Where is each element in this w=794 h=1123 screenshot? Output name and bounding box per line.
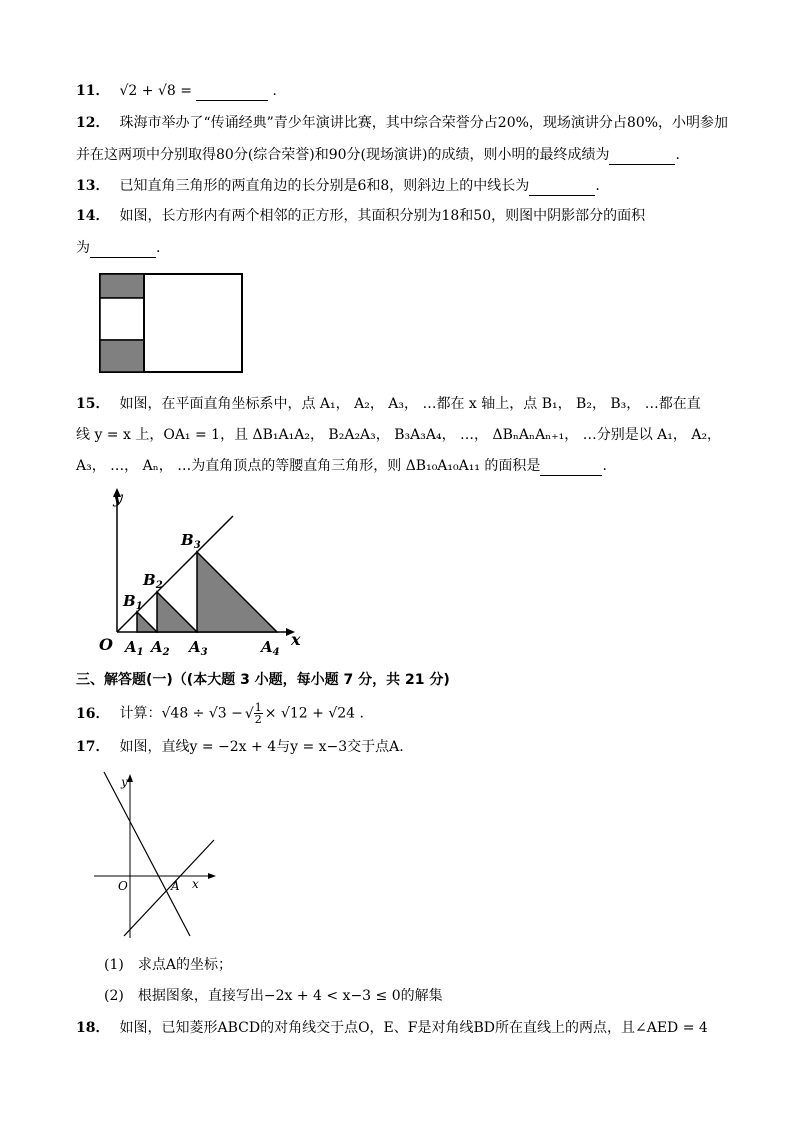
question-17-part-2 (104, 986, 443, 1006)
triangles-figure (95, 482, 310, 657)
answer-blank (540, 461, 602, 476)
expression-part-2: × √12 + √24 (264, 705, 356, 722)
origin-label: O (118, 879, 128, 893)
question-15-cont-2 (76, 456, 607, 476)
x-axis-label: x (192, 877, 199, 891)
question-number: 17． (76, 739, 110, 755)
rectangle-figure (98, 272, 246, 376)
part-text: 根据图象，直接写出−2x + 4 < x−3 ≤ 0的解集 (137, 988, 443, 1004)
question-number: 11． (76, 83, 110, 99)
question-text: A₃， …， Aₙ， …为直角顶点的等腰直角三角形，则 ΔB₁₀A₁₀A₁₁ 的面积是 (76, 458, 541, 474)
question-17-part-1 (104, 955, 232, 975)
question-13 (76, 176, 600, 196)
part-text: 求点A的坐标； (137, 957, 232, 973)
question-text: 如图，在平面直角坐标系中，点 A₁， A₂， A₃， …都在 x 轴上，点 B₁， B₂， B₃， …都在直 (119, 396, 701, 412)
y-axis-label: y (121, 775, 128, 789)
question-11 (76, 81, 277, 101)
question-18 (76, 1018, 708, 1038)
question-text: 并在这两项中分别取得80分(综合荣誉)和90分(现场演讲)的成绩，则小明的最终成绩为 (76, 147, 610, 163)
origin-label: O (99, 635, 113, 654)
question-end: . (595, 178, 600, 194)
question-text: 如图，已知菱形ABCD的对角线交于点O，E、F是对角线BD所在直线上的两点，且∠AED = 4 (119, 1020, 708, 1036)
triangle-3 (197, 552, 277, 632)
shaded-top-region (100, 274, 144, 298)
question-number: 13． (76, 178, 110, 194)
question-end: . (156, 240, 161, 256)
question-text: 为 (76, 240, 90, 256)
y-axis-arrow-icon (127, 774, 133, 782)
x-axis-label: x (291, 630, 301, 649)
question-number: 12． (76, 115, 110, 131)
section-title: 三、解答题(一)（(本大题 3 小题，每小题 7 分，共 21 分) (76, 672, 450, 688)
question-17 (76, 737, 404, 757)
part-number: (2) (104, 988, 124, 1004)
question-text: 珠海市举办了“传诵经典”青少年演讲比赛，其中综合荣誉分占20%，现场演讲分占80%，小明参加 (119, 115, 729, 131)
question-16 (76, 702, 364, 725)
question-number: 15． (76, 396, 110, 412)
line-y-equals-x-minus-3 (124, 840, 214, 936)
answer-blank (196, 86, 268, 101)
question-text: 计算： (119, 705, 162, 722)
question-15-cont-1 (76, 425, 721, 445)
question-end: . (602, 458, 607, 474)
question-text: 如图，直线y = −2x + 4与y = x−3交于点A. (119, 739, 404, 755)
label-a3: $A_3$ (189, 638, 208, 657)
question-text: 如图，长方形内有两个相邻的正方形，其面积分别为18和50，则图中阴影部分的面积 (119, 208, 646, 224)
fraction-numerator: 1 (254, 701, 262, 714)
expression-part-1: √48 ÷ √3 − (161, 705, 243, 722)
small-square (100, 298, 144, 340)
answer-blank (529, 181, 595, 196)
question-14-cont (76, 238, 160, 258)
shaded-bottom-region (100, 340, 144, 372)
question-12-cont (76, 145, 680, 165)
label-a4: $A_4$ (261, 638, 280, 657)
question-12 (76, 113, 728, 133)
label-a2: $A_2$ (151, 638, 170, 657)
label-b1: $B_1$ (123, 592, 143, 612)
question-number: 16． (76, 705, 110, 722)
part-number: (1) (104, 957, 124, 973)
answer-blank (90, 243, 156, 258)
question-number: 18． (76, 1020, 110, 1036)
question-text: 已知直角三角形的两直角边的长分别是6和8，则斜边上的中线长为 (119, 178, 530, 194)
answer-blank (609, 150, 675, 165)
label-a1: $A_1$ (125, 638, 144, 657)
question-number: 14． (76, 208, 110, 224)
question-text: 线 y = x 上，OA₁ = 1，且 ΔB₁A₁A₂， B₂A₂A₃， B₃A₃A₄， …， ΔBₙAₙAₙ₊₁， …分别是以 A₁， A₂， (76, 427, 722, 443)
triangle-1 (137, 612, 157, 632)
question-end: . (675, 147, 680, 163)
question-text: √2 + √8 = (119, 83, 192, 99)
point-a-label: A (171, 879, 180, 893)
triangle-2 (157, 592, 197, 632)
sqrt-fraction: √ $\frac{1}{2}$ (244, 701, 262, 726)
x-axis-arrow-icon (208, 873, 216, 879)
fraction-denominator: 2 (254, 713, 262, 726)
question-15 (76, 394, 701, 414)
question-end: . (355, 705, 364, 722)
y-axis-label: y (113, 488, 123, 507)
question-14 (76, 206, 645, 226)
lines-figure (92, 768, 222, 940)
label-b3: $B_3$ (181, 531, 201, 551)
question-end: . (267, 83, 277, 99)
label-b2: $B_2$ (143, 571, 163, 591)
